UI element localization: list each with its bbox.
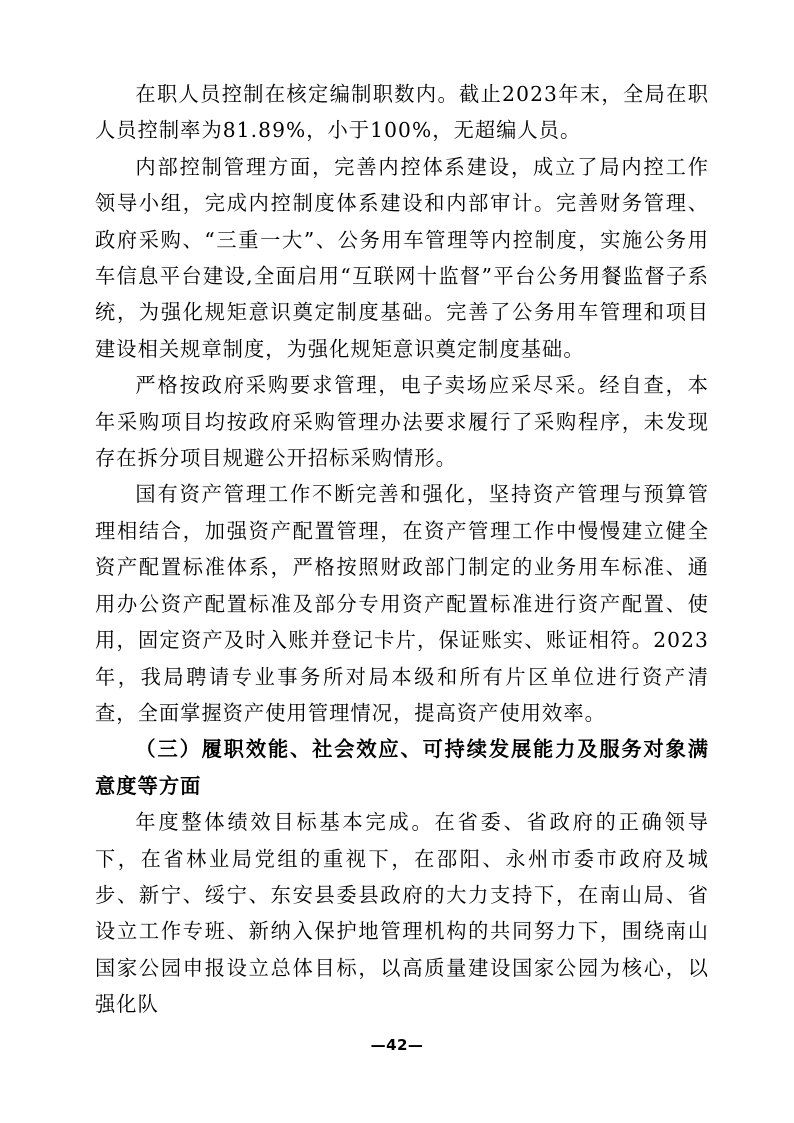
page-number: —42— xyxy=(370,1036,424,1054)
paragraph-staff-control: 在职人员控制在核定编制职数内。截止2023年末，全局在职人员控制率为81.89%，小于100%，无超编人员。 xyxy=(95,82,709,143)
document-body xyxy=(95,76,709,1023)
paragraph-internal-control: 内部控制管理方面，完善内控体系建设，成立了局内控工作领导小组，完成内控制度体系建设和内部审计。完善财务管理、政府采购、“三重一大”、公务用车管理等内控制度，实施公务用车信息平台建设,全面启用“互联网十监督”平台公务用餐监督子系统，为强化规矩意识奠定制度基础。完善了公务用车管理和项目建设相关规章制度，为强化规矩意识奠定制度基础。 xyxy=(95,154,709,361)
section-heading: （三）履职效能、社会效应、可持续发展能力及服务对象满意度等方面 xyxy=(95,737,709,798)
paragraph-state-assets: 国有资产管理工作不断完善和强化，坚持资产管理与预算管理相结合，加强资产配置管理，在资产管理工作中慢慢建立健全资产配置标准体系，严格按照财政部门制定的业务用车标准、通用办公资产配置标准及部分专用资产配置标准进行资产配置、使用，固定资产及时入账并登记卡片，保证账实、账证相符。2023年，我局聘请专业事务所对局本级和所有片区单位进行资产清查，全面掌握资产使用管理情况，提高资产使用效率。 xyxy=(95,482,709,725)
paragraph-performance-goals: 年度整体绩效目标基本完成。在省委、省政府的正确领导下，在省林业局党组的重视下，在邵阳、永州市委市政府及城步、新宁、绥宁、东安县委县政府的大力支持下，在南山局、省设立工作专班、新纳入保护地管理机构的共同努力下，围绕南山国家公园申报设立总体目标，以高质量建设国家公园为核心，以强化队 xyxy=(95,810,709,1017)
paragraph-procurement: 严格按政府采购要求管理，电子卖场应采尽采。经自查，本年采购项目均按政府采购管理办法要求履行了采购程序，未发现存在拆分项目规避公开招标采购情形。 xyxy=(95,373,709,471)
